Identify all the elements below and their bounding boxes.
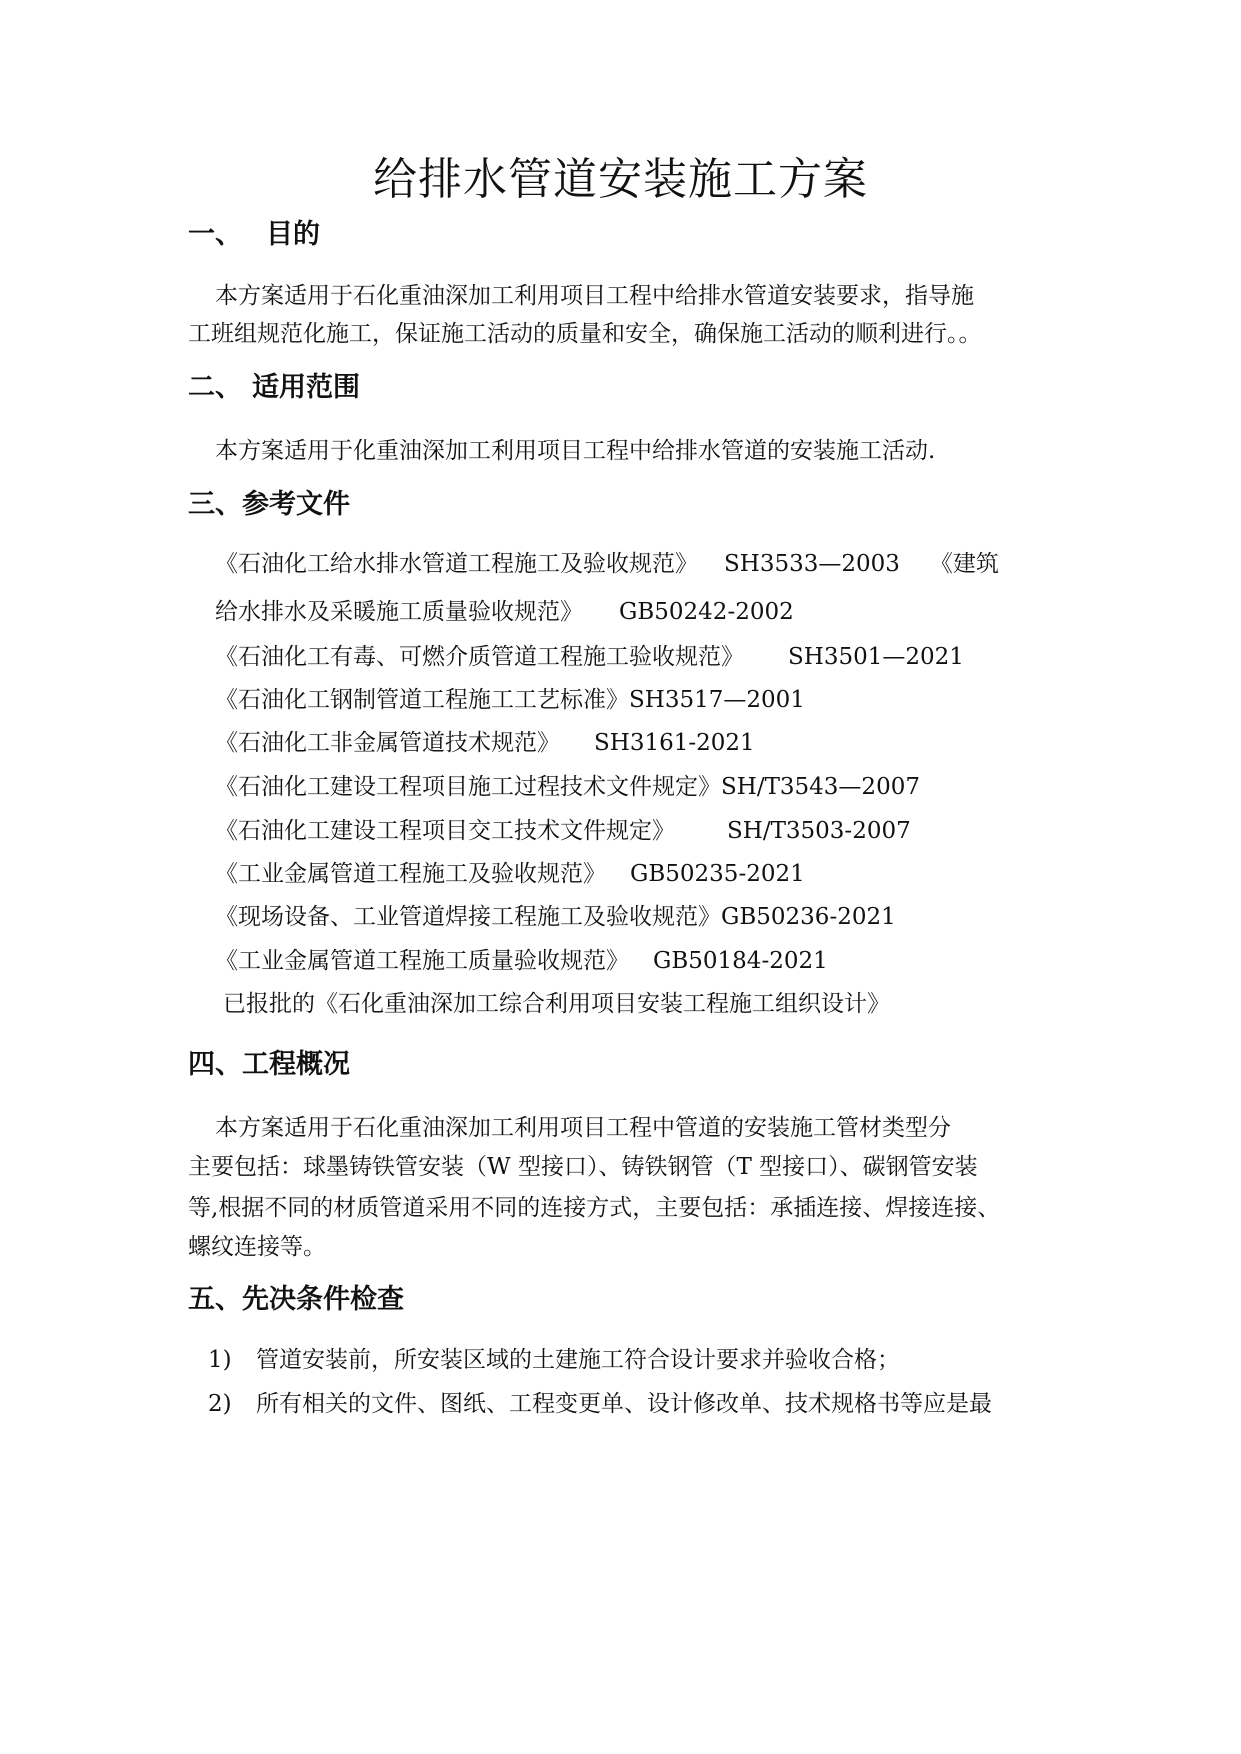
- reference-title: 《石油化工非金属管道技术规范》: [215, 730, 560, 756]
- reference-code: SH/T3503-2007: [727, 818, 911, 844]
- reference-code: SH3533—2003: [724, 551, 900, 577]
- list-number: 1): [208, 1347, 232, 1373]
- reference-item: [215, 854, 805, 894]
- list-number: 2): [208, 1391, 232, 1417]
- reference-item: [215, 811, 911, 851]
- prerequisite-text: 管道安装前，所安装区域的土建施工符合设计要求并验收合格；: [256, 1347, 900, 1373]
- reference-item: [215, 680, 805, 720]
- overview-line-2: 主要包括：球墨铸铁管安装（W 型接口）、铸铁钢管（T 型接口）、碳钢管安装: [188, 1154, 978, 1180]
- section-title: 适用范围: [252, 372, 360, 403]
- reference-code: SH3517—2001: [629, 687, 805, 713]
- overview-line-4: 螺纹连接等。: [188, 1234, 326, 1260]
- reference-code: GB50236-2021: [721, 904, 896, 930]
- section-heading-prerequisites: [188, 1280, 404, 1320]
- section-title: 参考文件: [242, 489, 350, 520]
- reference-item: [215, 723, 755, 763]
- purpose-line-2: 工班组规范化施工，保证施工活动的质量和安全，确保施工活动的顺利进行。。: [188, 321, 982, 347]
- reference-code: GB50242-2002: [619, 599, 794, 625]
- reference-code: GB50235-2021: [630, 861, 805, 887]
- reference-code: SH3501—2021: [788, 644, 964, 670]
- reference-item: [215, 767, 920, 807]
- reference-title-continued: 《建筑: [929, 551, 999, 577]
- section-heading-references: [188, 485, 350, 525]
- prerequisite-text: 所有相关的文件、图纸、工程变更单、设计修改单、技术规格书等应是最: [256, 1391, 992, 1417]
- section-title: 工程概况: [242, 1049, 350, 1080]
- reference-title: 《石油化工建设工程项目施工过程技术文件规定》: [215, 774, 721, 800]
- section-number: 三、: [188, 489, 242, 520]
- prerequisite-item: [208, 1384, 992, 1424]
- reference-title: 给水排水及采暖施工质量验收规范》: [215, 599, 583, 625]
- section-number: 二、: [188, 372, 242, 403]
- reference-title: 《现场设备、工业管道焊接工程施工及验收规范》: [215, 904, 721, 930]
- document-title: 给排水管道安装施工方案: [373, 154, 868, 205]
- section-title: 目的: [266, 219, 320, 250]
- section-title: 先决条件检查: [242, 1284, 404, 1315]
- reference-title: 《石油化工给水排水管道工程施工及验收规范》: [215, 551, 698, 577]
- reference-item: [215, 592, 794, 632]
- overview-line-3: 等,根据不同的材质管道采用不同的连接方式，主要包括：承插连接、焊接连接、: [188, 1195, 1001, 1221]
- reference-title: 《工业金属管道工程施工及验收规范》: [215, 861, 606, 887]
- reference-item: [215, 941, 828, 981]
- reference-code: SH/T3543—2007: [721, 774, 920, 800]
- reference-code: SH3161-2021: [594, 730, 755, 756]
- overview-line-1: 本方案适用于石化重油深加工利用项目工程中管道的安装施工管材类型分: [215, 1115, 951, 1141]
- section-number: 一、: [188, 219, 242, 250]
- section-number: 五、: [188, 1284, 242, 1315]
- reference-item: [215, 544, 999, 584]
- reference-title: 《工业金属管道工程施工质量验收规范》: [215, 948, 629, 974]
- section-heading-purpose: [188, 215, 320, 255]
- reference-title: 《石油化工建设工程项目交工技术文件规定》: [215, 818, 675, 844]
- section-number: 四、: [188, 1049, 242, 1080]
- reference-title: 已报批的《石化重油深加工综合利用项目安装工程施工组织设计》: [223, 991, 890, 1017]
- scope-line-1: 本方案适用于化重油深加工利用项目工程中给排水管道的安装施工活动.: [215, 438, 936, 464]
- reference-item: [223, 984, 890, 1024]
- section-heading-overview: [188, 1045, 350, 1085]
- reference-item: [215, 897, 896, 937]
- reference-item: [215, 637, 964, 677]
- purpose-line-1: 本方案适用于石化重油深加工利用项目工程中给排水管道安装要求，指导施: [215, 283, 974, 309]
- reference-code: GB50184-2021: [653, 948, 828, 974]
- reference-title: 《石油化工钢制管道工程施工工艺标准》: [215, 687, 629, 713]
- section-heading-scope: [188, 368, 360, 408]
- prerequisite-item: [208, 1340, 900, 1380]
- reference-title: 《石油化工有毒、可燃介质管道工程施工验收规范》: [215, 644, 744, 670]
